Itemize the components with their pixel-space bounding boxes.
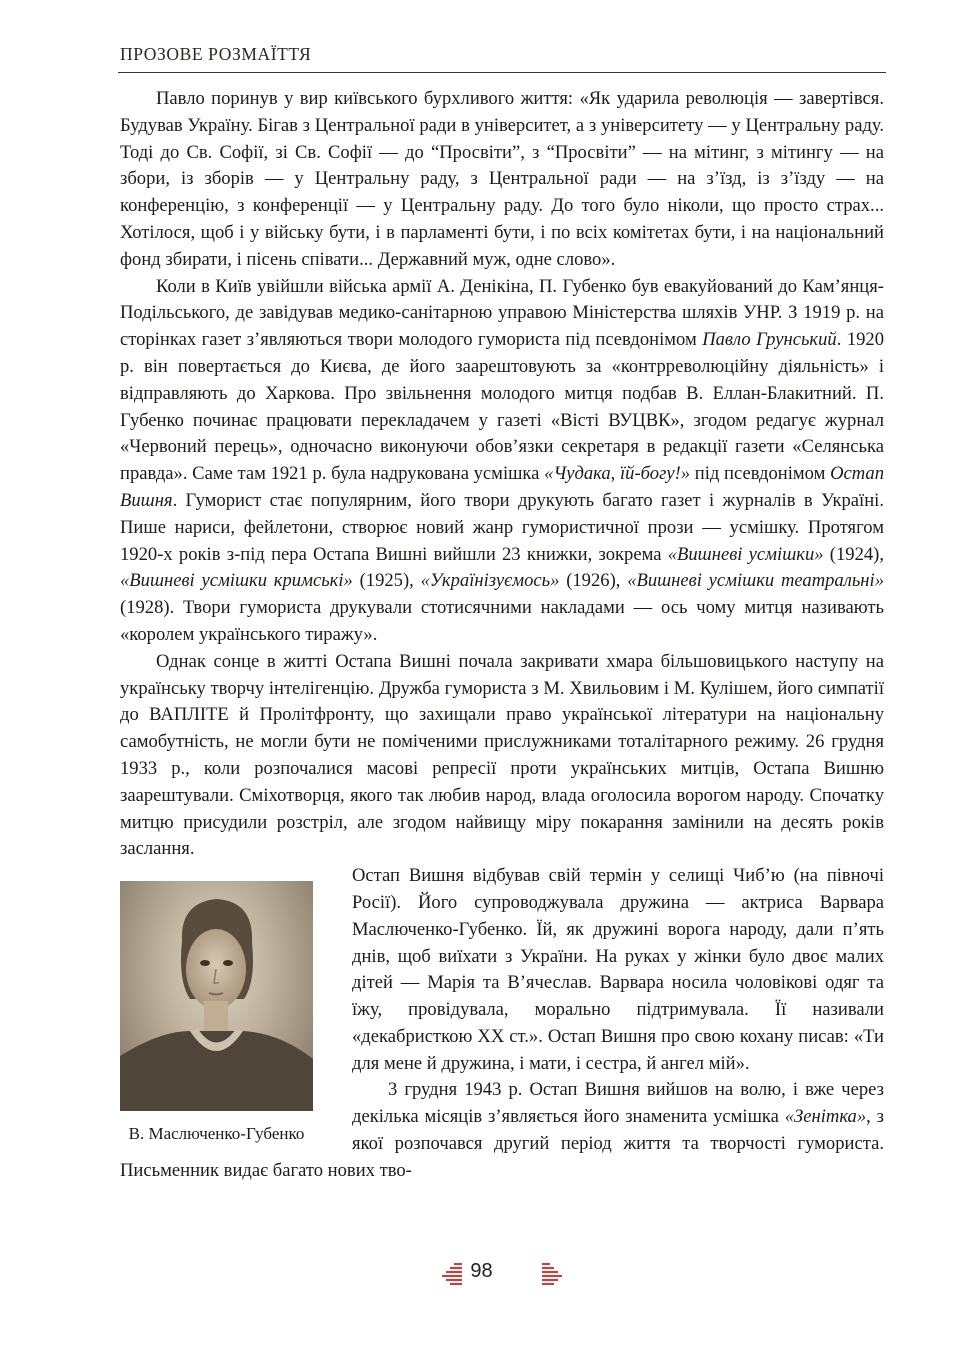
text-span: (1924), bbox=[823, 543, 885, 565]
text-span: (1926), bbox=[559, 570, 628, 592]
book-title-italic: «Вишневі усмішки театральні» bbox=[627, 570, 884, 592]
book-title-italic: «Вишневі усмішки» bbox=[667, 543, 824, 565]
text-span: . 1920 р. він повертається до Києва, де його заарештовують за «контрреволюційну діяльність» і відправляють до Харкова. Про звільнення молодого митця подбав В. Еллан-Блакитний. П. Губенко починає працювати перекладачем у газеті «Вісті ВУЦВК», згодом редагує журнал «Червоний перець», одночасно виконуючи обов’язки секретаря в редакції газети «Селянська правда». Саме там 1921 р. була надрукована усмішка bbox=[120, 329, 885, 485]
body-text bbox=[120, 86, 884, 1185]
page-number: 98 bbox=[470, 1260, 493, 1282]
text-span: (1928). Твори гумориста друкували стотисячними накладами — ось чому митця називають «королем українського тиражу». bbox=[120, 597, 884, 645]
right-ornament-icon bbox=[538, 1262, 564, 1288]
pseudonym-italic: Остап Вишня bbox=[120, 463, 885, 511]
text-span: під псевдонімом bbox=[690, 463, 831, 485]
text-span: , з якої розпочався другий період життя та творчості гумориста. Письменник видає багато нових тво- bbox=[120, 1106, 884, 1181]
header-rule bbox=[118, 72, 886, 73]
figure bbox=[120, 867, 352, 1146]
paragraph-2 bbox=[120, 274, 884, 649]
pseudonym-italic: Павло Грунський bbox=[702, 329, 837, 351]
paragraph-3: Однак сонце в житті Остапа Вишні почала закривати хмара більшовицького наступу на українську творчу інтелігенцію. Дружба гумориста з М. Хвильовим і М. Кулішем, його симпатії до ВАПЛІТЕ й Пролітфронту, що захищали право української літератури на національну самобутність, не могли бути не поміченими прислужниками тоталітарного режиму. 26 грудня 1933 р., коли розпочалися масові репресії проти українських митців, Остапа Вишню заарештували. Сміхотворця, якого так любив народ, влада оголосила ворогом народу. Спочатку митцю присудили розстріл, але згодом найвищу міру покарання замінили на десять років заслання. bbox=[120, 650, 884, 860]
text-span: Коли в Київ увійшли війська армії А. Денікіна, П. Губенко був евакуйований до Кам’янця-Подільського, де завідував медико-санітарною управою Міністерства шляхів УНР. З 1919 р. на сторінках газет з’являються твори молодого гумориста під псевдонімом bbox=[120, 275, 884, 351]
portrait-illustration bbox=[120, 881, 313, 1111]
paragraph-3-continued: Остап Вишня відбував свій термін у селищі Чиб’ю (на півночі Росії). Його супроводжувала дружина — актриса Варвара Маслюченко-Губенко. Їй, як дружині ворога народу, дали п’ять днів, щоб виїхати з України. На руках у жінки було двоє малих дітей — Марія та В’ячеслав. Варвара носила чоловікові одяг та їжу, провідувала, морально підтримувала. Її називали «декабристкою XX ст.». Остап Вишня про свою кохану писав: «Ти для мене й дружина, і мати, і сестра, й ангел мій». bbox=[352, 865, 884, 1074]
text-span: 3 грудня 1943 р. Остап Вишня вийшов на волю, і вже через декілька місяців з’являється його знаменита усмішка bbox=[352, 1079, 884, 1128]
text-span: . Гуморист стає популярним, його твори друкують багато газет і журналів в Україні. Пише нариси, фейлетони, створює новий жанр гумористичної прози — усмішку. Протягом 1920-х років з-під пера Остапа Вишні вийшли 23 книжки, зокрема bbox=[120, 489, 884, 565]
work-title-italic: «Чудака, їй-богу!» bbox=[544, 463, 691, 485]
running-header: ПРОЗОВЕ РОЗМАЇТТЯ bbox=[120, 44, 312, 64]
book-title-italic: «Вишневі усмішки кримські» bbox=[120, 570, 353, 592]
photo-caption: В. Маслюченко-Губенко bbox=[128, 1124, 305, 1144]
work-title-italic: «Зенітка» bbox=[784, 1106, 867, 1128]
paragraph-1: Павло поринув у вир київського бурхливого життя: «Як ударила революція — завертівся. Будував Україну. Бігав з Центральної ради в університет, а з університету — у Центральну раду. Тоді до Св. Софії, зі Св. Софії — до “Просвіти”, з “Просвіти” — на мітинг, з мітингу — на збори, із зборів — у Центральну раду, з Центральної ради — на з’їзд, із з’їзду — на конференцію, з конференції — у Центральну раду. До того було ніколи, що просто страх... Хотілося, щоб і у війську бути, і в парламенті бути, і по всіх комітетах бути, і на національний фонд збирати, і пісень співати... Державний муж, одне слово». bbox=[120, 88, 884, 270]
book-title-italic: «Українізуємось» bbox=[420, 570, 560, 592]
text-span: (1925), bbox=[352, 570, 421, 592]
portrait-photo bbox=[120, 881, 313, 1111]
